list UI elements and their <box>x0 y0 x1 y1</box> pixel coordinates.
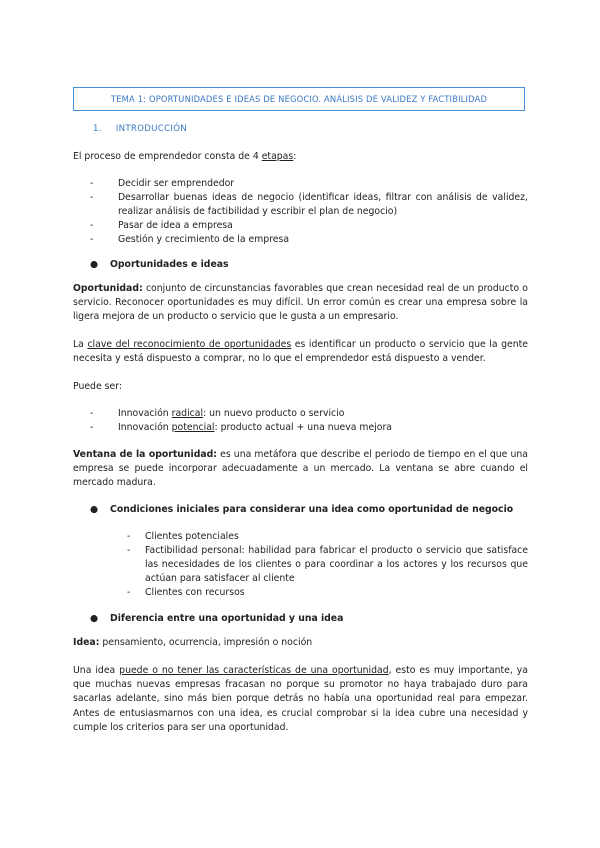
innovation-type: radical <box>171 408 204 419</box>
ventana-paragraph <box>73 448 528 491</box>
innovation-text <box>118 407 344 421</box>
dash-marker: - <box>90 192 94 203</box>
innovation-desc: : un nuevo producto o servicio <box>203 408 345 419</box>
final-before: Una idea <box>73 665 120 676</box>
dash-marker: - <box>90 422 94 433</box>
bullet-heading-text: Diferencia entre una oportunidad y una idea <box>110 613 344 624</box>
list-item <box>127 544 528 586</box>
dash-marker: - <box>127 545 131 556</box>
dash-marker: - <box>90 220 94 231</box>
stage-text: Decidir ser emprendedor <box>118 178 235 189</box>
innovation-type: potencial <box>171 422 215 433</box>
innovation-desc: : producto actual + una nueva mejora <box>214 422 392 433</box>
innovation-prefix: Innovación <box>118 422 172 433</box>
final-after: , esto es muy importante, ya que muchas nuevas empresas fracasan no porque su promotor no haya trabajado duro para sacarlas adelante, sino más bien porque detrás no había una oportunidad real para empezar. Antes de entusiasmarnos con una idea, es crucial comprobar si la idea cubre una necesidad y cumple los criterios para ser una oportunidad. <box>73 665 528 733</box>
bullet-dot: ● <box>90 504 99 515</box>
puede-ser-text: Puede ser: <box>73 381 122 392</box>
definition-text: es una metáfora que describe el periodo de tiempo en el que una empresa se puede incorporar adecuadamente a un mercado. La ventana se abre cuando el mercado madura. <box>73 449 528 489</box>
intro-text: El proceso de emprendedor consta de 4 <box>73 151 262 162</box>
bullet-heading-text: Condiciones iniciales para considerar una idea como oportunidad de negocio <box>110 504 514 515</box>
dash-marker: - <box>90 408 94 419</box>
list-item <box>90 191 528 219</box>
clave-after: es identificar un producto o servicio que la gente necesita y está dispuesto a comprar, no lo que el emprendedor está dispuesto a vender. <box>73 339 528 365</box>
clave-paragraph <box>73 338 528 366</box>
term-label: Ventana de la oportunidad: <box>73 449 218 460</box>
stage-text: Pasar de idea a empresa <box>118 220 233 231</box>
term-label: Idea: <box>73 637 100 648</box>
intro-colon: : <box>293 151 297 162</box>
final-paragraph <box>73 664 528 735</box>
idea-paragraph <box>73 636 528 650</box>
final-underlined: puede o no tener las características de una oportunidad <box>119 665 389 676</box>
condition-text: Factibilidad personal: habilidad para fabricar el producto o servicio que satisface las necesidades de los clientes o para coordinar a los actores y los recursos que actúan para satisfacer al cliente <box>145 545 528 585</box>
intro-paragraph <box>73 150 528 164</box>
stage-text: Gestión y crecimiento de la empresa <box>118 234 290 245</box>
innovation-text <box>118 421 392 435</box>
dash-marker: - <box>127 531 131 542</box>
bullet-dot: ● <box>90 613 99 624</box>
term-label: Oportunidad: <box>73 283 143 294</box>
dash-marker: - <box>127 587 131 598</box>
bullet-heading-text: Oportunidades e ideas <box>110 259 229 270</box>
innovation-prefix: Innovación <box>118 408 172 419</box>
condition-text: Clientes potenciales <box>145 531 239 542</box>
section-title: INTRODUCCIÓN <box>115 124 187 134</box>
definition-text: conjunto de circunstancias favorables que crean necesidad real de un producto o servicio. Reconocer oportunidades es muy difícil. Un error común es crear una empresa sobre la ligera mejora de un producto o servicio que le gusta a un empresario. <box>73 283 528 323</box>
intro-underlined: etapas <box>261 151 294 162</box>
clave-before: La <box>73 339 88 350</box>
section-heading <box>93 124 187 134</box>
dash-marker: - <box>90 178 94 189</box>
section-number: 1. <box>93 124 102 134</box>
dash-marker: - <box>90 234 94 245</box>
page-title: TEMA 1: OPORTUNIDADES E IDEAS DE NEGOCIO. ANÁLISIS DE VALIDEZ Y FACTIBILIDAD <box>73 87 525 111</box>
clave-underlined: clave del reconocimiento de oportunidades <box>87 339 292 350</box>
bullet-dot: ● <box>90 259 99 270</box>
definition-text: pensamiento, ocurrencia, impresión o noción <box>99 637 313 648</box>
stage-text: Desarrollar buenas ideas de negocio (identificar ideas, filtrar con análisis de validez, realizar análisis de factibilidad y escribir el plan de negocio) <box>118 192 528 218</box>
condition-text: Clientes con recursos <box>145 587 245 598</box>
oportunidad-paragraph <box>73 282 528 325</box>
